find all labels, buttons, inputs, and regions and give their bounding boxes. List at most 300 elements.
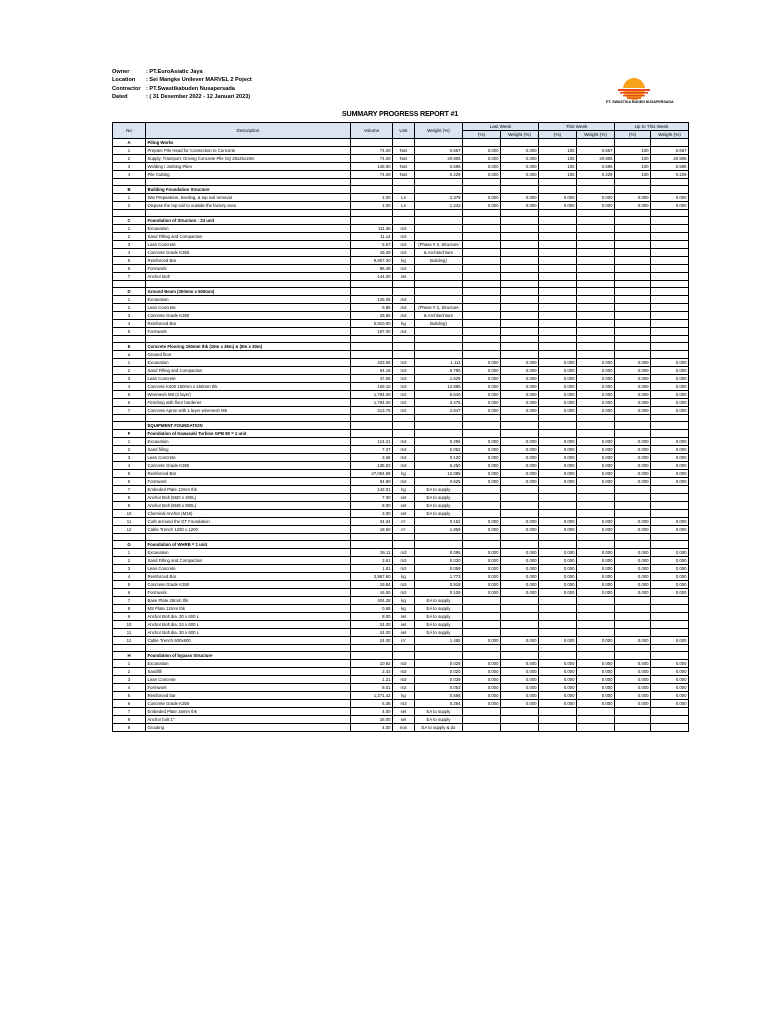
table-row [113, 399, 689, 407]
table-cell: 0.000 [577, 470, 615, 478]
table-cell: 0.000 [539, 359, 577, 367]
table-cell [501, 430, 539, 438]
company-logo [606, 72, 674, 106]
table-cell: 0.000 [651, 194, 689, 202]
table-cell: 0.000 [501, 391, 539, 399]
table-cell [577, 541, 615, 549]
table-cell: 142.01 [351, 486, 393, 494]
table-cell: 2 [113, 446, 146, 454]
table-cell: 0.000 [501, 446, 539, 454]
table-cell: 0.000 [539, 454, 577, 462]
table-cell [615, 597, 651, 605]
table-cell [501, 343, 539, 351]
table-cell: 0.000 [463, 391, 501, 399]
table-cell: 29.55 [351, 312, 393, 320]
table-cell [501, 241, 539, 249]
table-cell: m' [393, 518, 415, 526]
table-cell: 135.02 [351, 462, 393, 470]
table-cell: 0.000 [615, 478, 651, 486]
table-cell: 0.120 [415, 454, 463, 462]
table-cell: 0.095 [415, 549, 463, 557]
table-row [113, 438, 689, 446]
table-cell [463, 343, 501, 351]
table-cell [539, 304, 577, 312]
col-header-unit: Unit [393, 123, 415, 139]
table-cell [577, 312, 615, 320]
table-cell: 0.918 [415, 581, 463, 589]
table-cell [615, 645, 651, 652]
table-cell [615, 312, 651, 320]
table-cell: 4.00 [351, 724, 393, 732]
table-cell: 1.529 [415, 375, 463, 383]
table-cell: 3.61 [351, 557, 393, 565]
table-cell: 8.00 [351, 613, 393, 621]
table-cell: Sand filling [146, 446, 351, 454]
table-cell [351, 645, 393, 652]
table-cell [651, 336, 689, 343]
table-row [113, 328, 689, 336]
table-cell: m' [393, 637, 415, 645]
table-cell [539, 312, 577, 320]
table-cell: (Phese # 2, Structure [415, 304, 463, 312]
table-cell: m3 [393, 462, 415, 470]
table-cell: 0.000 [615, 202, 651, 210]
table-cell [539, 249, 577, 257]
table-cell: 0.000 [615, 454, 651, 462]
table-cell: Supply, Transport, Driving Concrete Pile SQ 25x25x18m [146, 155, 351, 163]
table-cell: 0.000 [539, 581, 577, 589]
table-cell: 0.000 [615, 446, 651, 454]
table-cell [577, 621, 615, 629]
table-cell: 0.000 [615, 359, 651, 367]
table-cell: 0.000 [539, 557, 577, 565]
table-cell [577, 273, 615, 281]
table-row [113, 716, 689, 724]
table-cell [539, 343, 577, 351]
table-cell: Pile Cutting [146, 171, 351, 179]
table-cell [539, 186, 577, 194]
table-cell: Ground Beam (300mm x 500mm) [146, 288, 351, 296]
table-cell: Formwork [146, 684, 351, 692]
table-cell: 0.000 [651, 454, 689, 462]
table-row [113, 534, 689, 541]
table-cell [615, 186, 651, 194]
table-cell: 0.000 [539, 367, 577, 375]
table-row [113, 163, 689, 171]
table-cell: m3 [393, 359, 415, 367]
dated-label: Dated [112, 94, 128, 101]
table-cell: 0.000 [577, 684, 615, 692]
table-cell [393, 652, 415, 660]
table-cell [393, 415, 415, 422]
table-cell [577, 494, 615, 502]
table-cell: 0.000 [615, 557, 651, 565]
table-cell: 0.000 [615, 700, 651, 708]
table-cell: 0.000 [539, 700, 577, 708]
table-cell: 9 [113, 613, 146, 621]
owner-value: : PT.EuroAsiatic Jaya [146, 69, 203, 75]
table-cell: EA to supply [415, 510, 463, 518]
table-cell: Anchor Bolt (M48 x 800L) [146, 502, 351, 510]
table-cell: 0.000 [463, 470, 501, 478]
table-cell [415, 265, 463, 273]
table-cell [393, 645, 415, 652]
table-cell: Prepare Pile Head for Connection to Concrete [146, 147, 351, 155]
table-cell: 0.000 [463, 692, 501, 700]
table-cell: 74.00 [351, 155, 393, 163]
table-cell: 0.000 [615, 367, 651, 375]
table-cell: 2 [113, 668, 146, 676]
table-cell: set [393, 708, 415, 716]
table-cell: m' [393, 526, 415, 534]
table-cell [113, 415, 146, 422]
table-cell: 0.000 [463, 375, 501, 383]
table-row [113, 217, 689, 225]
table-cell: 0.000 [539, 668, 577, 676]
owner-label: Owner [112, 69, 130, 75]
table-cell [501, 304, 539, 312]
table-cell [463, 179, 501, 186]
table-cell: 9.85 [351, 304, 393, 312]
table-cell [351, 186, 393, 194]
table-cell: 0.000 [501, 700, 539, 708]
table-row [113, 155, 689, 163]
table-cell [615, 629, 651, 637]
contractor-label: Contractor [112, 85, 141, 92]
table-cell [577, 652, 615, 660]
progress-table [112, 122, 689, 732]
table-cell: Grouting [146, 724, 351, 732]
table-cell [415, 296, 463, 304]
table-cell: 0.000 [651, 557, 689, 565]
table-cell [577, 351, 615, 359]
table-cell: 0.000 [651, 470, 689, 478]
table-row [113, 581, 689, 589]
table-row [113, 446, 689, 454]
table-cell [539, 179, 577, 186]
table-cell: 0.000 [615, 383, 651, 391]
table-cell: Lean Concrete [146, 676, 351, 684]
table-cell: Excavation [146, 438, 351, 446]
table-row [113, 233, 689, 241]
table-cell [577, 605, 615, 613]
table-cell: 0.029 [415, 660, 463, 668]
table-cell: 0.598 [415, 163, 463, 171]
table-cell: 0.000 [651, 478, 689, 486]
table-cell: 0.000 [651, 589, 689, 597]
table-cell [463, 210, 501, 217]
table-cell [501, 415, 539, 422]
table-cell [393, 534, 415, 541]
table-cell: 5 [113, 692, 146, 700]
table-cell: kg [393, 597, 415, 605]
table-cell: m2 [393, 478, 415, 486]
table-cell [415, 179, 463, 186]
table-cell: 0.000 [577, 478, 615, 486]
table-cell: set [393, 273, 415, 281]
table-cell [539, 273, 577, 281]
table-cell [501, 281, 539, 288]
table-cell: 1.111 [415, 359, 463, 367]
table-cell: 7 [113, 708, 146, 716]
table-cell [651, 708, 689, 716]
table-cell: 0.000 [651, 367, 689, 375]
col-header-upto-pct: (%) [615, 131, 651, 139]
table-cell: 0.625 [415, 478, 463, 486]
table-cell [651, 430, 689, 438]
table-cell: 0.000 [651, 438, 689, 446]
table-cell: EA to supply [415, 605, 463, 613]
table-row [113, 557, 689, 565]
table-cell [577, 336, 615, 343]
table-row [113, 304, 689, 312]
table-cell: Sand Filling and Compaction [146, 557, 351, 565]
table-cell: 0.000 [501, 684, 539, 692]
table-cell: Finishing with floor hardener [146, 399, 351, 407]
table-cell: 47.08 [351, 375, 393, 383]
table-cell [651, 257, 689, 265]
table-cell [463, 652, 501, 660]
table-cell [146, 281, 351, 288]
table-cell: 0.000 [501, 359, 539, 367]
table-cell [539, 320, 577, 328]
table-cell [577, 486, 615, 494]
col-header-this-weight: Weight (%) [577, 131, 615, 139]
table-cell [539, 621, 577, 629]
table-cell: 0.000 [577, 446, 615, 454]
table-cell [615, 304, 651, 312]
table-cell: Nos [393, 171, 415, 179]
table-cell: 0.000 [501, 155, 539, 163]
table-cell: 0.000 [539, 526, 577, 534]
table-cell [501, 257, 539, 265]
table-cell [577, 288, 615, 296]
table-cell: & Architechture [415, 249, 463, 257]
table-cell: 8 [113, 605, 146, 613]
col-header-up-to-this-week: Up to This Week [615, 123, 689, 131]
table-cell: 5 [113, 328, 146, 336]
table-cell: 1 [113, 296, 146, 304]
table-cell: 0.000 [577, 202, 615, 210]
table-cell [501, 422, 539, 430]
table-row [113, 336, 689, 343]
table-cell: 0.000 [539, 375, 577, 383]
table-cell: 0.000 [651, 549, 689, 557]
table-cell: MS Plate 12mm thk [146, 605, 351, 613]
table-cell: 3 [113, 241, 146, 249]
table-row [113, 470, 689, 478]
table-cell [113, 422, 146, 430]
table-cell [539, 494, 577, 502]
table-cell: 5.57 [351, 241, 393, 249]
table-cell: 0.020 [415, 668, 463, 676]
table-cell [351, 336, 393, 343]
table-cell [351, 217, 393, 225]
table-cell [651, 415, 689, 422]
table-cell: 0.000 [463, 171, 501, 179]
table-cell: 10 [113, 510, 146, 518]
table-cell: set [393, 621, 415, 629]
table-cell [615, 265, 651, 273]
table-cell: 100 [539, 155, 577, 163]
table-cell [651, 210, 689, 217]
table-cell [615, 652, 651, 660]
table-cell: 0.000 [463, 581, 501, 589]
table-cell [615, 605, 651, 613]
table-cell [501, 534, 539, 541]
table-row [113, 281, 689, 288]
table-cell: 0.000 [577, 194, 615, 202]
table-cell: 2 [113, 367, 146, 375]
table-cell: Building) [415, 257, 463, 265]
table-cell: 1,794.00 [351, 391, 393, 399]
table-cell [577, 304, 615, 312]
table-cell: 0.000 [501, 407, 539, 415]
table-cell: 16.50 [351, 589, 393, 597]
table-cell: Dispose the top soil to outside the factory area [146, 202, 351, 210]
table-cell: 12 [113, 637, 146, 645]
table-cell: 111.36 [351, 225, 393, 233]
table-cell: set [393, 629, 415, 637]
table-row [113, 343, 689, 351]
table-cell [615, 541, 651, 549]
table-cell [351, 288, 393, 296]
table-row [113, 415, 689, 422]
table-cell: 10.92 [351, 660, 393, 668]
table-cell: 0.000 [615, 399, 651, 407]
table-row [113, 486, 689, 494]
table-cell: 0.000 [651, 399, 689, 407]
table-cell [577, 249, 615, 257]
table-cell: 24.00 [351, 629, 393, 637]
table-cell: 5 [113, 391, 146, 399]
table-cell: 36.11 [351, 549, 393, 557]
table-cell [577, 724, 615, 732]
table-cell: 11.14 [351, 233, 393, 241]
table-cell: Anchor Bolt dia. 30 x 600 L [146, 613, 351, 621]
table-row [113, 708, 689, 716]
table-cell: Formwork [146, 328, 351, 336]
table-row [113, 430, 689, 438]
table-cell [501, 724, 539, 732]
table-cell: 0.000 [651, 526, 689, 534]
table-cell [577, 210, 615, 217]
table-cell: Excavation [146, 296, 351, 304]
table-cell [539, 629, 577, 637]
table-cell [539, 430, 577, 438]
table-cell [463, 265, 501, 273]
table-cell: 0.000 [501, 462, 539, 470]
table-cell: 0.000 [539, 194, 577, 202]
table-row [113, 210, 689, 217]
table-cell: 0.000 [615, 462, 651, 470]
table-cell: Welding / Jointing Piles [146, 163, 351, 171]
table-cell: 100 [539, 171, 577, 179]
table-cell: m3 [393, 438, 415, 446]
table-row [113, 621, 689, 629]
table-cell: 0.000 [651, 660, 689, 668]
table-row [113, 265, 689, 273]
table-cell [351, 210, 393, 217]
table-cell: 0.000 [651, 359, 689, 367]
table-cell: Concrete Flooring 150mm thk (19m x 36m) & (8m x 30m) [146, 343, 351, 351]
table-cell: m3 [393, 225, 415, 233]
table-cell: m3 [393, 454, 415, 462]
table-row [113, 724, 689, 732]
table-cell: Anchor Bolt dia. 30 x 600 L [146, 629, 351, 637]
table-cell: (Phase # 2, Structure [415, 241, 463, 249]
table-cell: 0.000 [463, 163, 501, 171]
table-cell [415, 422, 463, 430]
table-cell: 0.229 [415, 171, 463, 179]
table-cell: 0.000 [539, 565, 577, 573]
table-cell: 2 [113, 233, 146, 241]
table-cell [615, 273, 651, 281]
table-cell: 0.000 [501, 676, 539, 684]
table-cell: 8.01 [351, 684, 393, 692]
table-cell [539, 645, 577, 652]
table-cell [351, 430, 393, 438]
table-row [113, 454, 689, 462]
table-cell: 0.000 [463, 565, 501, 573]
table-cell: 169.10 [351, 383, 393, 391]
table-cell [577, 343, 615, 351]
table-cell [415, 273, 463, 281]
table-cell: 0.667 [577, 147, 615, 155]
table-cell: 0.229 [577, 171, 615, 179]
table-cell: Anchor Bolt dia. 24 x 600 L [146, 621, 351, 629]
table-cell: 1,794.00 [351, 399, 393, 407]
col-header-last-pct: (%) [463, 131, 501, 139]
table-cell: 24.00 [351, 637, 393, 645]
table-cell: m3 [393, 700, 415, 708]
table-cell [577, 179, 615, 186]
table-cell: EA to supply [415, 708, 463, 716]
table-cell: 1 [113, 438, 146, 446]
table-cell [501, 288, 539, 296]
table-cell [113, 534, 146, 541]
table-row [113, 171, 689, 179]
table-cell: 0.000 [615, 668, 651, 676]
table-row [113, 613, 689, 621]
table-cell: Curb arround the GT Foundation [146, 518, 351, 526]
table-cell [577, 708, 615, 716]
table-cell [539, 233, 577, 241]
table-cell [415, 328, 463, 336]
table-cell: 3,967.60 [351, 573, 393, 581]
table-cell: Anchor bolt 1" [146, 716, 351, 724]
table-cell: 4 [113, 249, 146, 257]
table-cell [577, 597, 615, 605]
table-cell [651, 422, 689, 430]
table-row [113, 597, 689, 605]
table-cell: 0.000 [651, 518, 689, 526]
table-cell [577, 257, 615, 265]
location-label: Location [112, 77, 136, 84]
table-cell: 10 [113, 621, 146, 629]
table-cell: 0.000 [577, 692, 615, 700]
table-cell: m3 [393, 668, 415, 676]
table-cell: EA to supply [415, 716, 463, 724]
table-cell: 0.000 [651, 407, 689, 415]
table-cell: 100 [615, 155, 651, 163]
table-cell: 94.15 [351, 367, 393, 375]
table-cell [463, 541, 501, 549]
table-cell: 9 [113, 724, 146, 732]
table-cell: 1.00 [351, 194, 393, 202]
table-cell: 1 [113, 549, 146, 557]
table-cell: 0.000 [463, 446, 501, 454]
